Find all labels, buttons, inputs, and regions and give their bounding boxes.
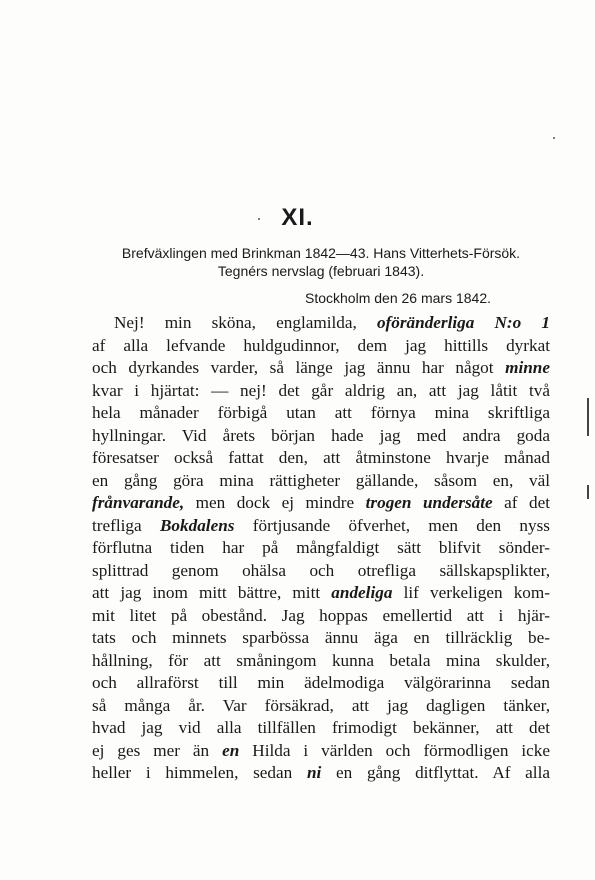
text-run: och allraförst till min ädelmodiga välgörarinna sedan xyxy=(92,673,550,692)
text-run: tats och minnets sparbössa ännu äga en tillräcklig be- xyxy=(92,628,550,647)
letter-line xyxy=(92,627,550,650)
chapter-summary xyxy=(92,244,550,280)
text-run: ej ges mer än xyxy=(92,740,223,760)
text-run: mit litet på obestånd. Jag hoppas emellertid att i hjär- xyxy=(92,605,550,625)
letter-line xyxy=(92,402,550,425)
letter-line xyxy=(92,740,550,763)
text-run: en gång göra mina rättigheter gällande, såsom en, väl xyxy=(92,470,550,490)
emphasized-text: andeliga xyxy=(331,583,393,602)
chapter-number: XI. xyxy=(281,204,314,231)
emphasized-text: frånvarande, xyxy=(92,493,185,512)
letter-line xyxy=(92,470,550,493)
letter-line xyxy=(92,672,550,695)
text-run: af det xyxy=(492,493,550,512)
letter-dateline: Stockholm den 26 mars 1842. xyxy=(305,290,491,306)
emphasized-text: oföränderliga N:o 1 xyxy=(376,313,550,332)
letter-line xyxy=(92,447,550,470)
scan-speck xyxy=(258,218,260,220)
letter-line xyxy=(92,650,550,673)
emphasized-text: Bokdalens xyxy=(159,515,235,535)
chapter-summary-line-1: Brefväxlingen med Brinkman 1842—43. Hans Vitterhets-Försök. xyxy=(121,245,521,261)
text-run: Hilda i världen och förmodligen icke xyxy=(239,740,551,760)
text-run: hvad jag vid alla tillfällen frimodigt bekänner, att det xyxy=(92,718,550,737)
letter-line xyxy=(92,582,550,605)
margin-mark xyxy=(587,485,589,499)
text-run: men dock ej mindre xyxy=(184,493,366,512)
text-run: trefliga xyxy=(92,515,160,535)
text-run: förtjusande öfverhet, men den nyss xyxy=(234,515,550,535)
margin-mark xyxy=(587,398,589,436)
text-run: förflutna tiden har på mångfaldigt sätt blifvit sönder- xyxy=(92,538,550,557)
letter-line xyxy=(92,537,550,560)
scan-speck xyxy=(553,137,555,139)
text-run: och dyrkandes varder, så länge jag ännu har något xyxy=(92,358,506,377)
letter-line xyxy=(92,762,550,785)
letter-line xyxy=(92,335,550,358)
text-run: Nej! min sköna, englamilda, xyxy=(114,313,377,332)
text-run: af alla lefvande huldgudinnor, dem jag hittills dyrkat xyxy=(92,335,550,355)
letter-line xyxy=(92,312,550,335)
text-run: så många år. Var försäkrad, att jag dagligen tänker, xyxy=(92,695,550,715)
text-run: hållning, för att småningom kunna betala mina skulder, xyxy=(92,650,550,670)
emphasized-text: ni xyxy=(306,763,322,782)
text-run: kvar i hjärtat: — nej! det går aldrig an, att jag låtit två xyxy=(92,380,550,400)
letter-line xyxy=(92,515,550,538)
letter-line xyxy=(92,357,550,380)
text-run: att jag inom mitt bättre, mitt xyxy=(92,583,332,602)
text-run: lif verkeligen kom- xyxy=(392,583,550,602)
text-run: en gång ditflyttat. Af alla xyxy=(321,763,550,782)
letter-body xyxy=(92,312,550,785)
text-run: föresatser också fattat den, att åtminstone hvarje månad xyxy=(92,448,550,467)
letter-line xyxy=(92,605,550,628)
text-run: heller i himmelen, sedan xyxy=(92,763,307,782)
letter-line xyxy=(92,717,550,740)
letter-line xyxy=(92,380,550,403)
text-run: splittrad genom ohälsa och otrefliga sällskapsplikter, xyxy=(92,560,550,580)
emphasized-text: minne xyxy=(505,358,550,377)
letter-line xyxy=(92,560,550,583)
text-run: hela månader förbigå utan att förnya mina skriftliga xyxy=(92,403,550,422)
emphasized-text: trogen undersåte xyxy=(365,493,493,512)
letter-line xyxy=(92,492,550,515)
text-run: hyllningar. Vid årets början hade jag med andra goda xyxy=(92,425,550,445)
letter-line xyxy=(92,425,550,448)
letter-line xyxy=(92,695,550,718)
chapter-summary-line-2: Tegnérs nervslag (februari 1843). xyxy=(217,263,425,279)
emphasized-text: en xyxy=(222,740,240,760)
